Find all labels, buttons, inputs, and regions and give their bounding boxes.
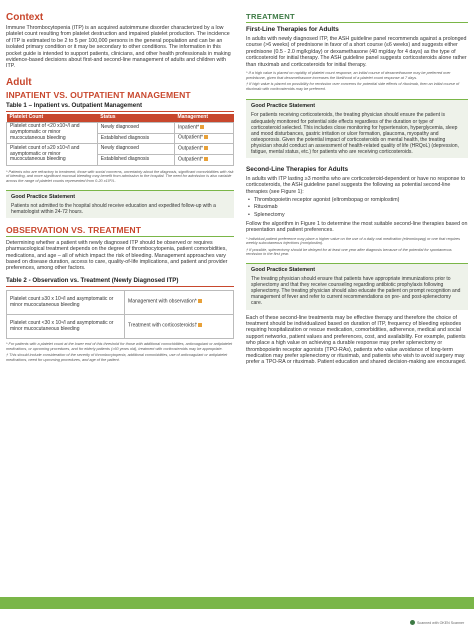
table-cell: Platelet count of <20 x10⁹/l and asymptomatic or minor mucocutaneous bleeding — [7, 122, 98, 143]
management-value: Outpatient* — [177, 145, 203, 152]
table-cell: Platelet count ≥30 x 10⁹/l and asymptomatic or minor mucocutaneous bleeding — [7, 291, 125, 315]
gps-title: Good Practice Statement — [11, 193, 76, 200]
table-cell — [174, 155, 233, 166]
first-line-body: In adults with newly diagnosed ITP, the ASH guideline panel recommends against a prolonged course (>6 weeks) of prednisone in favor of a short course (≤6 weeks) and suggests either prednisone (0.5 - 2.0 mg/kg/day) or dexamethasone (40 mg/day for 4 days) as the type of corticosteroid for initial therapy. The ASH guideline panel suggests corticosteroids alone rather than rituximab and corticosteroids for initial therapy. — [246, 36, 467, 68]
good-practice-statement-1 — [6, 190, 234, 218]
table-cell — [125, 315, 234, 339]
list-item: • Thrombopoietin receptor agonist (eltrombopag or romiplostim) — [246, 197, 468, 204]
table-cell — [174, 122, 233, 133]
table2-footnote-2: † This should include consideration of the severity of thrombocytopenia, additional comorbidities, use of anticoagulant or antiplatelet medications, need for upcoming procedures, and age of the patient. — [6, 353, 228, 362]
table-cell: Platelet count of ≥20 x10⁹/l and asymptomatic or minor mucocutaneous bleeding — [7, 144, 98, 165]
table-cell: Newly diagnosed — [97, 144, 174, 155]
right-column — [246, 12, 468, 366]
reference-icon — [204, 157, 208, 161]
table1-header-cell: Platelet Count — [7, 114, 98, 122]
good-practice-statement-2 — [246, 99, 468, 158]
table1-header-cell: Management — [174, 114, 233, 122]
table-cell: Established diagnosis — [97, 133, 174, 144]
scanner-watermark — [410, 620, 464, 625]
table-cell: Established diagnosis — [97, 155, 174, 166]
gps-body: The treating physician should ensure that patients have appropriate immunizations prior to splenectomy and that they receive counseling regarding antibiotic prophylaxis following splenectomy. The treating physician should also educate the patient on prompt recognition and management of fever and refer to current recommendations on pre- and post-splenectomy care. — [251, 276, 461, 307]
good-practice-statement-3 — [246, 263, 468, 309]
gps-body: Patients not admitted to the hospital should receive education and expedited follow-up with a hematologist within 24-72 hours. — [11, 202, 216, 215]
table-cell: Platelet count <30 x 10⁹/l and asymptomatic or minor mucocutaneous bleeding — [7, 315, 125, 339]
context-body: Immune Thrombocytopenia (ITP) is an acquired autoimmune disorder characterized by a low platelet count resulting from platelet destruction and impaired platelet production. The incidence of ITP is estimated to be 2 to 5 per 100,000 persons in the general population and can be an isolated primary condition or it may be secondary to other conditions. The information in this pocket guide is intended to support patients, clinicians, and other health professionals in making evidence-based decisions about first-and second-line management of adults and children with ITP. — [6, 25, 231, 70]
table-row — [7, 122, 234, 133]
first-line-footnote-2: † If high value is placed on possibility for remission over concerns for potential side effects of rituximab, then an initial course of rituximab with corticosteroids may be preferred. — [246, 82, 460, 91]
second-line-closing: Each of these second-line treatments may be effective therapy and therefore the choice of treatment should be individualized based on duration of ITP, frequency of bleeding episodes requiring hospitalization or rescue medication, comorbidities, adherence, medical and social support networks, patient values and preferences, cost, and availability. For example, patients who place a high value on achieving a durable response may prefer splenectomy or thrombopoietin receptor agonists (TPO-RAs), patients who value avoidance of long-term medication may prefer splenectomy or rituximab, and patients who wish to avoid surgery may prefer a TPO-RA or rituximab. Patient education and shared decision-making are encouraged. — [246, 314, 467, 366]
list-item: • Splenectomy — [246, 212, 468, 219]
management-value: Outpatient* — [177, 156, 203, 163]
scanner-logo-icon — [410, 620, 415, 625]
table-row — [7, 315, 234, 339]
table2 — [6, 290, 234, 339]
gps-title: Good Practice Statement — [251, 267, 316, 274]
second-line-footnote-1: * Individual patient preference may place a higher value on the use of a daily oral medication (eltrombopag) or one that requires weekly subcutaneous injections (romiplostim). — [246, 236, 461, 246]
table-row — [7, 144, 234, 155]
second-line-heading: Second-Line Therapies for Adults — [246, 166, 349, 174]
adult-heading: Adult — [6, 76, 32, 88]
section-rule — [6, 236, 234, 237]
inpatient-outpatient-heading: INPATIENT VS. OUTPATIENT MANAGEMENT — [6, 89, 191, 100]
first-line-footnote-1: * If a high value is placed on rapidity of platelet count response, an initial course of dexamethasone may be preferred over prednisone, given that dexamethasone increases the likelihood of a platelet count response at 7 days. — [246, 71, 451, 80]
second-line-footnote-2: † If possible, splenectomy should be delayed for at least one year after diagnosis because of the potential for spontaneous remission in the first year. — [246, 247, 452, 257]
scanner-text: Scanned with OKEN Scanner — [417, 620, 465, 625]
left-column — [6, 12, 234, 362]
table1-header-cell: Status — [97, 114, 174, 122]
footer-bar — [0, 597, 474, 609]
management-value: Management with observation* — [128, 298, 197, 305]
management-value: Inpatient* — [177, 124, 200, 131]
reference-icon — [198, 323, 202, 327]
table-cell — [174, 133, 233, 144]
observation-treatment-heading: OBSERVATION VS. TREATMENT — [6, 224, 142, 235]
table-cell — [174, 144, 233, 155]
table2-rule — [6, 286, 234, 287]
table-cell: Newly diagnosed — [97, 122, 174, 133]
management-value: Treatment with corticosteroids† — [128, 322, 198, 329]
gps-body: For patients receiving corticosteroids, the treating physician should ensure the patient is adequately monitored for potential side effects regardless of the duration or type of corticosteroid selected. This includes close monitoring for hypertension, hyperglycemia, sleep and mood disturbances, gastric irritation or ulcer formation, glaucoma, myopathy and osteoporosis. Given the potential impact of corticosteroids on mental health, the treating physician should conduct an assessment of health-related quality of life (HRQoL) (depression, fatigue, mental status, etc.) for patients who are receiving corticosteroids. — [251, 112, 459, 155]
table-cell — [125, 291, 234, 315]
table1-title: Table 1 – Inpatient vs. Outpatient Management — [6, 101, 143, 109]
reference-icon — [204, 135, 208, 139]
table1 — [6, 114, 234, 166]
context-heading: Context — [6, 12, 44, 23]
observation-body: Determining whether a patient with newly diagnosed ITP should be observed or requires pharmacological treatment depends on the degree of thrombocytopenia, patient comorbidities, medications, and age – all of which impact the risk of bleeding. Management approaches vary based on disease duration, access to care, quality-of-life implications, and patient and provider preferences, among other factors. — [6, 239, 228, 272]
table2-title: Table 2 - Observation vs. Treatment (Newly Diagnosed ITP) — [6, 276, 179, 284]
table-row — [7, 291, 234, 315]
list-item: • Rituximab — [246, 204, 468, 211]
treatment-heading: TREATMENT — [246, 12, 295, 21]
table1-rule — [6, 111, 234, 112]
table1-header-row — [7, 114, 234, 122]
gps-title: Good Practice Statement — [251, 103, 316, 110]
section-rule — [246, 22, 468, 23]
second-line-list — [246, 197, 468, 219]
reference-icon — [198, 299, 202, 303]
first-line-heading: First-Line Therapies for Adults — [246, 26, 339, 33]
table1-footnote: * Patients who are refractory to treatment, those with social concerns, uncertainty about the diagnosis, significant comorbidities with risk of bleeding, and more significant mucosal bleeding may benefit from admission to the hospital. The need for admission is also variable across the range of platelet counts represented from 0-20 x10⁹/L. — [6, 169, 234, 183]
management-value: Outpatient* — [177, 134, 203, 141]
second-line-follow: Follow the algorithm in Figure 1 to determine the most suitable second-line therapies based on presentation and patient preferences. — [246, 220, 468, 234]
reference-icon — [200, 125, 204, 129]
reference-icon — [204, 146, 208, 150]
table2-footnote-1: * For patients with a platelet count at the lower end of this threshold for those with additional comorbidities, anticoagulant or antiplatelet medications, or upcoming procedures, and for elderly patients (>60 years old), treatment with corticosteroids may be appropriate. — [6, 342, 233, 351]
second-line-intro: In adults with ITP lasting ≥3 months who are corticosteroid-dependent or have no response to corticosteroids, the ASH guideline panel suggests the following as potential second-line therapies (see Figure 1): — [246, 176, 466, 195]
